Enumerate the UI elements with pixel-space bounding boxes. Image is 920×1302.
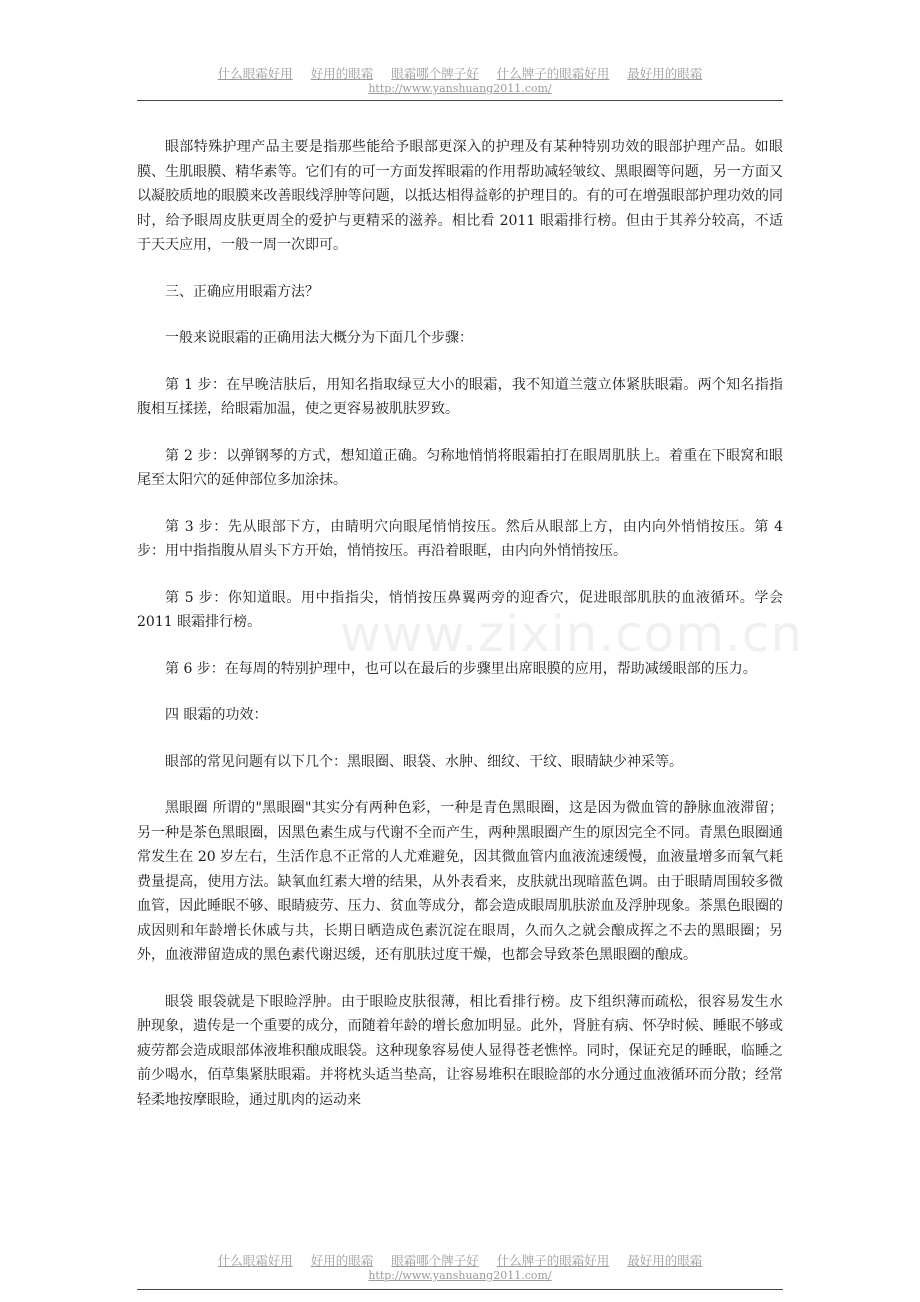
paragraph-step-1: 第 1 步：在早晚洁肤后，用知名指取绿豆大小的眼霜，我不知道兰蔻立体紧肤眼霜。两个知名指指腹相互揉搓，给眼霜加温，使之更容易被肌肤罗致。: [137, 376, 783, 417]
footer-link-1[interactable]: 什么眼霜好用: [217, 1253, 293, 1268]
watermark: www.zixin.com.cn: [340, 605, 804, 663]
footer: [137, 1253, 783, 1283]
paragraph-step-2: 第 2 步：以弹钢琴的方式，想知道正确。匀称地悄悄将眼霜拍打在眼周肌肤上。着重在下眼窝和眼尾至太阳穴的延伸部位多加涂抹。: [137, 447, 783, 488]
header-link-1[interactable]: 什么眼霜好用: [217, 66, 293, 81]
paragraph-dark-circles: 黑眼圈 所谓的"黑眼圈"其实分有两种色彩，一种是青色黑眼圈，这是因为微血管的静脉血液滞留；另一种是茶色黑眼圈，因黑色素生成与代谢不全而产生，两种黑眼圈产生的原因完全不同。青黑色眼圈通常发生在 20 岁左右，生活作息不正常的人尤难避免，因其微血管内血液流速缓慢，血液量增多而氧气耗费量提高，使用方法。缺氧血红素大增的结果，从外表看来，皮肤就出现暗蓝色调。由于眼睛周围较多微血管，因此睡眠不够、眼睛疲劳、压力、贫血等成分，都会造成眼周肌肤淤血及浮肿现象。茶黑色眼圈的成因则和年龄增长休戚与共，长期日晒造成色素沉淀在眼周，久而久之就会酿成挥之不去的黑眼圈；另外，血液滞留造成的黑色素代谢迟缓，还有肌肤过度干燥，也都会导致茶色黑眼圈的酿成。: [137, 800, 783, 963]
header-link-2[interactable]: 好用的眼霜: [310, 66, 374, 81]
footer-divider: [137, 1289, 783, 1290]
header-url-link[interactable]: http://www.yanshuang2011.com/: [368, 82, 552, 95]
footer-link-4[interactable]: 什么牌子的眼霜好用: [496, 1253, 610, 1268]
paragraph-step-6: 第 6 步：在每周的特别护理中，也可以在最后的步骤里出席眼膜的应用，帮助减缓眼部的压力。: [165, 660, 757, 677]
footer-link-2[interactable]: 好用的眼霜: [310, 1253, 374, 1268]
header: [137, 66, 783, 96]
paragraph-eye-bags: 眼袋 眼袋就是下眼睑浮肿。由于眼睑皮肤很薄，相比看排行榜。皮下组织薄而疏松，很容易发生水肿现象，遗传是一个重要的成分，而随着年龄的增长愈加明显。此外，肾脏有病、怀孕时候、睡眠不够或疲劳都会造成眼部体液堆积酿成眼袋。这种现象容易使人显得苍老憔悴。同时，保证充足的睡眠，临睡之前少喝水，佰草集紧肤眼霜。并将枕头适当垫高，让容易堆积在眼睑部的水分通过血液循环而分散；经常轻柔地按摩眼睑，通过肌肉的运动来: [137, 993, 783, 1108]
header-link-5[interactable]: 最好用的眼霜: [627, 66, 703, 81]
paragraph-steps-intro: 一般来说眼霜的正确用法大概分为下面几个步骤：: [165, 330, 473, 346]
footer-links: [137, 1253, 783, 1269]
section-heading-4: 四 眼霜的功效：: [165, 707, 268, 723]
article-body: [137, 135, 783, 1112]
header-links: [137, 66, 783, 82]
footer-link-3[interactable]: 眼霜哪个牌子好: [391, 1253, 479, 1268]
header-link-3[interactable]: 眼霜哪个牌子好: [391, 66, 479, 81]
paragraph-intro: 眼部特殊护理产品主要是指那些能给予眼部更深入的护理及有某种特别功效的眼部护理产品。如眼膜、生肌眼膜、精华素等。它们有的可一方面发挥眼霜的作用帮助减轻皱纹、黑眼圈等问题，另一方面又以凝胶质地的眼膜来改善眼线浮肿等问题，以抵达相得益彰的护理目的。有的可在增强眼部护理功效的同时，给予眼周皮肤更周全的爱护与更精采的滋养。相比看 2011 眼霜排行榜。但由于其养分较高，不适于天天应用，一般一周一次即可。: [137, 139, 783, 253]
header-link-4[interactable]: 什么牌子的眼霜好用: [496, 66, 610, 81]
footer-url-link[interactable]: http://www.yanshuang2011.com/: [368, 1269, 552, 1282]
paragraph-step-3-4: 第 3 步：先从眼部下方，由睛明穴向眼尾悄悄按压。然后从眼部上方，由内向外悄悄按压。第 4 步：用中指指腹从眉头下方开始，悄悄按压。再沿着眼眶，由内向外悄悄按压。: [137, 518, 783, 559]
paragraph-common-problems: 眼部的常见问题有以下几个：黑眼圈、眼袋、水肿、细纹、干纹、眼睛缺少神采等。: [165, 753, 683, 770]
paragraph-step-5: 第 5 步：你知道眼。用中指指尖，悄悄按压鼻翼两旁的迎香穴，促进眼部肌肤的血液循环。学会 2011 眼霜排行榜。: [137, 589, 783, 630]
footer-link-5[interactable]: 最好用的眼霜: [627, 1253, 703, 1268]
header-divider: [137, 100, 783, 101]
section-heading-3: 三、正确应用眼霜方法？: [165, 283, 319, 300]
